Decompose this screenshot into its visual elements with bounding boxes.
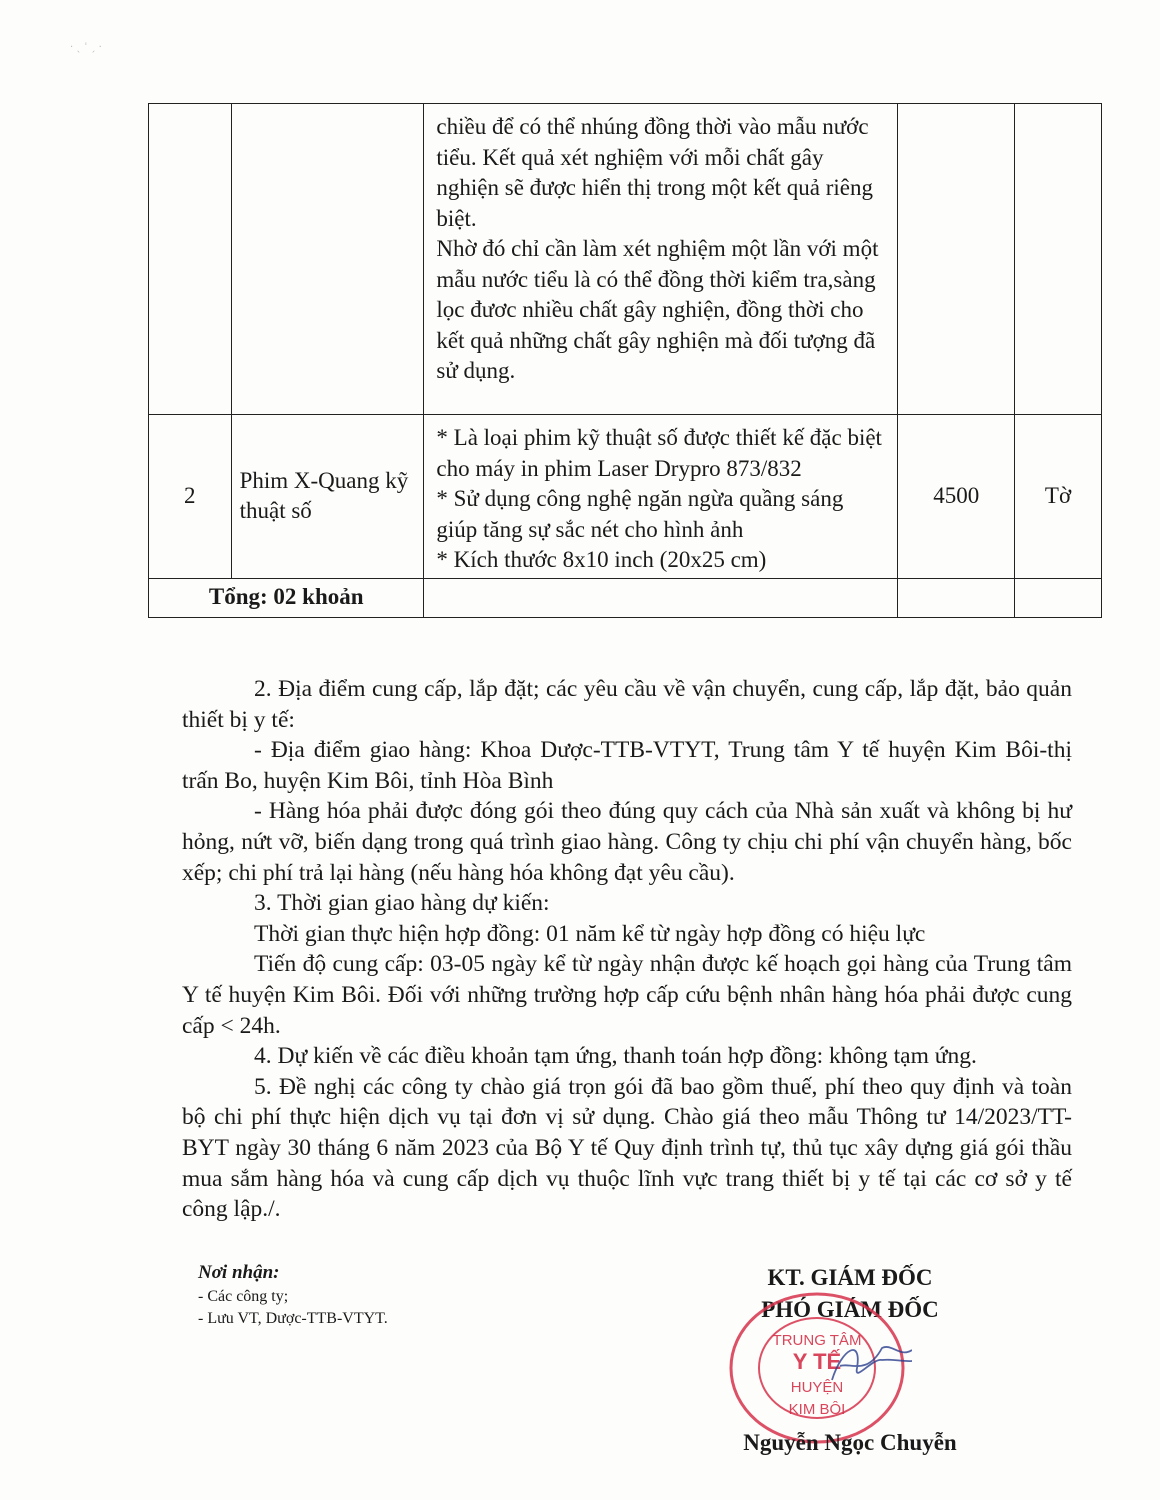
body-text bbox=[182, 674, 1072, 1225]
body-paragraph: 5. Đề nghị các công ty chào giá trọn gói đã bao gồm thuế, phí theo quy định và toàn bộ chi phí thực hiện dịch vụ tại đơn vị sử dụng. Chào giá theo mẫu Thông tư 14/2023/TT-BYT ngày 30 tháng 6 năm 2023 của Bộ Y tế Quy định trình tự, thủ tục xây dựng giá gói thầu mua sắm hàng hóa và cung cấp dịch vụ thuộc lĩnh vực trang thiết bị y tế tại các cơ sở y tế công lập./. bbox=[182, 1073, 1072, 1223]
body-paragraph: - Địa điểm giao hàng: Khoa Dược-TTB-VTYT, Trung tâm Y tế huyện Kim Bôi-thị trấn Bo, huyện Kim Bôi, tỉnh Hòa Bình bbox=[182, 737, 1072, 794]
official-stamp bbox=[722, 1288, 912, 1448]
table-cell-description bbox=[424, 415, 898, 579]
recipients-block bbox=[198, 1262, 388, 1330]
stamp-text: TRUNG TÂM bbox=[772, 1332, 862, 1349]
table-total-label: Tổng: 02 khoản bbox=[149, 578, 424, 617]
table-cell-description bbox=[424, 104, 898, 415]
description-paragraph: * Sử dụng công nghệ ngăn ngừa quầng sáng giúp tăng sự sắc nét cho hình ảnh bbox=[436, 486, 844, 542]
description-paragraph: Nhờ đó chỉ cần làm xét nghiệm một lần với một mẫu nước tiểu là có thể đồng thời kiểm tra,sàng lọc đươc nhiều chất gây nghiện, đồng thời cho kết quả những chất gây nghiện mà đối tượng đã sử dụng. bbox=[436, 236, 879, 383]
table-cell-quantity bbox=[898, 104, 1015, 415]
description-paragraph: chiều để có thể nhúng đồng thời vào mẫu nước tiểu. Kết quả xét nghiệm với mỗi chất gây nghiện sẽ được hiển thị trong một kết quả riêng biệt. bbox=[436, 114, 874, 231]
recipients-title: Nơi nhận: bbox=[198, 1262, 280, 1283]
stamp-text: HUYỆN bbox=[790, 1379, 844, 1396]
table-cell-empty bbox=[424, 578, 898, 617]
recipient-item: - Lưu VT, Dược-TTB-VTYT. bbox=[198, 1310, 388, 1327]
scan-smudge bbox=[70, 30, 190, 70]
body-paragraph: 2. Địa điểm cung cấp, lắp đặt; các yêu cầu về vận chuyển, cung cấp, lắp đặt, bảo quản thiết bị y tế: bbox=[182, 676, 1072, 733]
goods-table bbox=[148, 103, 1102, 618]
description-paragraph: * Là loại phim kỹ thuật số được thiết kế đặc biệt cho máy in phim Laser Drypro 873/832 bbox=[436, 425, 882, 481]
table-cell-no bbox=[149, 104, 232, 415]
stamp-text: Y TẾ bbox=[792, 1349, 842, 1374]
table-row bbox=[149, 104, 1102, 415]
stamp-text: KIM BÔI bbox=[788, 1401, 846, 1418]
table-cell-quantity: 4500 bbox=[898, 415, 1015, 579]
table-cell-no: 2 bbox=[149, 415, 232, 579]
recipient-item: - Các công ty; bbox=[198, 1288, 289, 1305]
body-paragraph: 4. Dự kiến về các điều khoản tạm ứng, thanh toán hợp đồng: không tạm ứng. bbox=[254, 1043, 977, 1070]
signer-name: Nguyễn Ngọc Chuyễn bbox=[743, 1430, 957, 1455]
table-cell-name bbox=[231, 104, 424, 415]
body-paragraph: - Hàng hóa phải được đóng gói theo đúng quy cách của Nhà sản xuất và không bị hư hỏng, nứt vỡ, biến dạng trong quá trình giao hàng. Công ty chịu chi phí vận chuyển hàng, bốc xếp; chi phí trả lại hàng (nếu hàng hóa không đạt yêu cầu). bbox=[182, 798, 1072, 886]
body-paragraph: Tiến độ cung cấp: 03-05 ngày kể từ ngày nhận được kế hoạch gọi hàng của Trung tâm Y tế huyện Kim Bôi. Đối với những trường hợp cấp cứu bệnh nhân hàng hóa phải được cung cấp < 24h. bbox=[182, 951, 1072, 1039]
signature-position: PHÓ GIÁM ĐỐC bbox=[761, 1297, 939, 1322]
svg-text:· ˎ ˈ ˏ ·: · ˎ ˈ ˏ · bbox=[70, 42, 102, 53]
signature-title: KT. GIÁM ĐỐC bbox=[767, 1265, 933, 1290]
table-total-row bbox=[149, 578, 1102, 617]
table-cell-unit bbox=[1015, 104, 1102, 415]
table-cell-empty bbox=[1015, 578, 1102, 617]
table-cell-name: Phim X-Quang kỹ thuật số bbox=[231, 415, 424, 579]
table-cell-empty bbox=[898, 578, 1015, 617]
description-paragraph: * Kích thước 8x10 inch (20x25 cm) bbox=[436, 547, 767, 572]
table-row bbox=[149, 415, 1102, 579]
body-paragraph: 3. Thời gian giao hàng dự kiến: bbox=[254, 890, 550, 917]
body-paragraph: Thời gian thực hiện hợp đồng: 01 năm kể từ ngày hợp đồng có hiệu lực bbox=[254, 920, 926, 947]
table-cell-unit: Tờ bbox=[1015, 415, 1102, 579]
